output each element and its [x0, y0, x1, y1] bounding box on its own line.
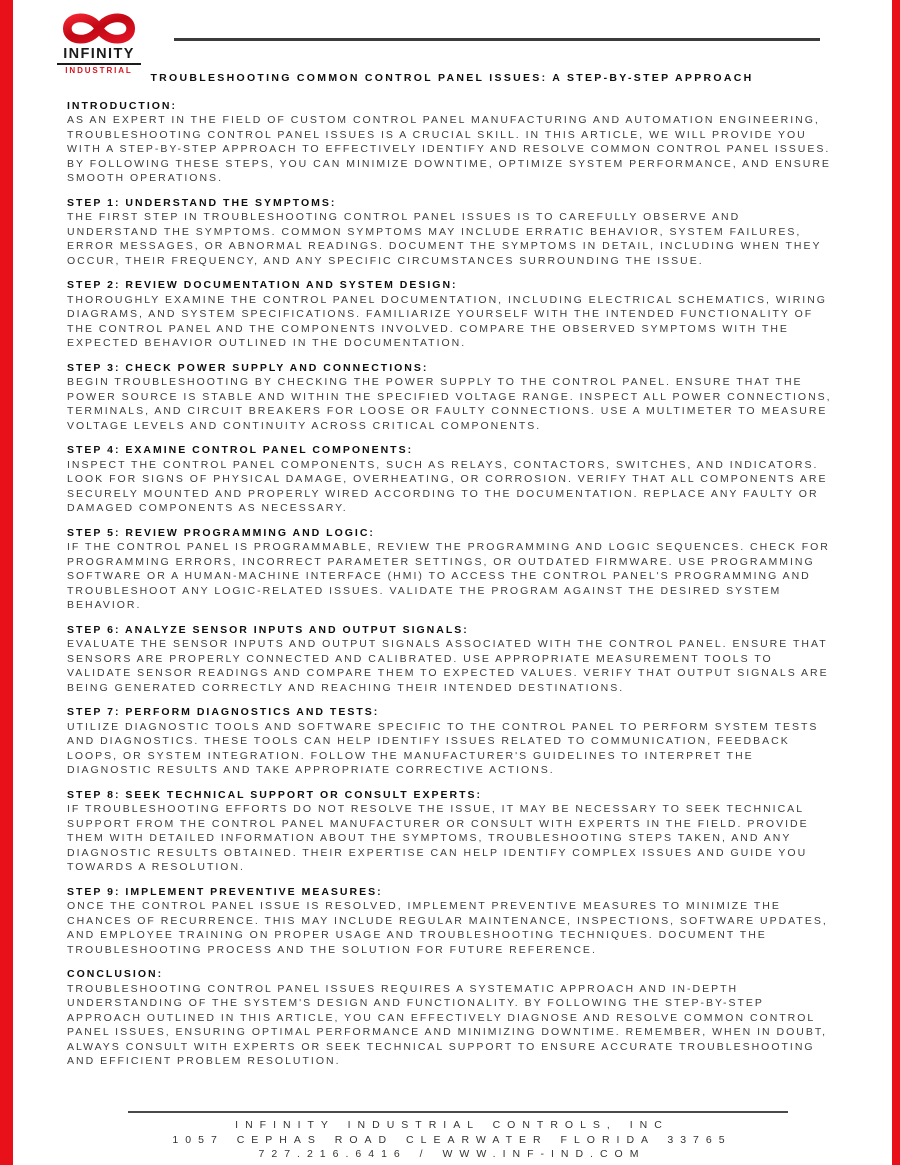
footer-text-block: [52, 1118, 852, 1162]
article-section: [67, 196, 837, 269]
article-section: [67, 278, 837, 351]
footer-phone-website: 727.216.6416 / WWW.INF-IND.COM: [258, 1148, 646, 1160]
footer-address: 1057 CEPHAS ROAD CLEARWATER FLORIDA 33765: [172, 1133, 732, 1146]
section-body: ONCE THE CONTROL PANEL ISSUE IS RESOLVED, IMPLEMENT PREVENTIVE MEASURES TO MINIMIZE THE CHANCES OF RECURRENCE. THIS MAY INCLUDE REGULAR MAINTENANCE, INSPECTIONS, SOFTWARE UPDATES, AND EMPLOYEE TRAINING ON PROPER USAGE AND TROUBLESHOOTING TECHNIQUES. DOCUMENT THE TROUBLESHOOTING PROCESS AND THE SOLUTION FOR FUTURE REFERENCE.: [67, 900, 828, 956]
article-section: [67, 788, 837, 875]
section-body: UTILIZE DIAGNOSTIC TOOLS AND SOFTWARE SPECIFIC TO THE CONTROL PANEL TO PERFORM SYSTEM TESTS AND DIAGNOSTICS. THESE TOOLS CAN HELP IDENTIFY ISSUES RELATED TO COMMUNICATION, FEEDBACK LOOPS, OR SYSTEM INTEGRATION. FOLLOW THE MANUFACTURER'S GUIDELINES TO INTERPRET THE DIAGNOSTIC RESULTS AND TAKE APPROPRIATE CORRECTIVE ACTIONS.: [67, 720, 819, 776]
section-body: TROUBLESHOOTING CONTROL PANEL ISSUES REQUIRES A SYSTEMATIC APPROACH AND IN-DEPTH UNDERSTANDING OF THE SYSTEM'S DESIGN AND FUNCTIONALITY. BY FOLLOWING THE STEP-BY-STEP APPROACH OUTLINED IN THIS ARTICLE, YOU CAN EFFECTIVELY DIAGNOSE AND RESOLVE COMMON CONTROL PANEL ISSUES, ENSURING OPTIMAL PERFORMANCE AND MINIMIZING DOWNTIME. REMEMBER, WHEN IN DOUBT, ALWAYS CONSULT WITH EXPERTS OR SEEK TECHNICAL SUPPORT TO ENSURE ACCURATE TROUBLESHOOTING AND EFFICIENT PROBLEM RESOLUTION.: [67, 982, 827, 1067]
section-body: IF TROUBLESHOOTING EFFORTS DO NOT RESOLVE THE ISSUE, IT MAY BE NECESSARY TO SEEK TECHNICAL SUPPORT FROM THE CONTROL PANEL MANUFACTURER OR CONSULT WITH EXPERTS IN THE FIELD. PROVIDE THEM WITH DETAILED INFORMATION ABOUT THE SYMPTOMS, TROUBLESHOOTING STEPS TAKEN, AND ANY DIAGNOSTIC RESULTS OBTAINED. THEIR EXPERTISE CAN HELP IDENTIFY COMPLEX ISSUES AND GUIDE YOU TOWARDS A RESOLUTION.: [67, 803, 809, 873]
article-section: [67, 623, 837, 696]
footer-company-name: INFINITY INDUSTRIAL CONTROLS, INC: [235, 1119, 669, 1131]
header-divider-line: [174, 38, 820, 41]
section-heading: STEP 2: REVIEW DOCUMENTATION AND SYSTEM DESIGN:: [67, 279, 458, 291]
article-section: [67, 885, 837, 958]
article-section: [67, 443, 837, 516]
logo-subtitle: INDUSTRIAL: [65, 65, 133, 75]
left-red-accent-bar: [0, 0, 13, 1165]
article-title: TROUBLESHOOTING COMMON CONTROL PANEL ISSUES: A STEP-BY-STEP APPROACH: [150, 72, 754, 84]
section-heading: CONCLUSION:: [67, 968, 164, 980]
company-logo: [55, 10, 143, 75]
section-heading: STEP 6: ANALYZE SENSOR INPUTS AND OUTPUT SIGNALS:: [67, 623, 469, 636]
section-body: EVALUATE THE SENSOR INPUTS AND OUTPUT SIGNALS ASSOCIATED WITH THE CONTROL PANEL. ENSURE THAT SENSORS ARE PROPERLY CONNECTED AND CALIBRATED. USE APPROPRIATE MEASUREMENT TOOLS TO VALIDATE SENSOR READINGS AND COMPARE THEM TO EXPECTED VALUES. VERIFY THAT OUTPUT SIGNALS ARE BEING GENERATED CORRECTLY AND REACHING THEIR INTENDED DESTINATIONS.: [67, 638, 829, 694]
article-sections: [67, 99, 837, 1069]
section-body: IF THE CONTROL PANEL IS PROGRAMMABLE, REVIEW THE PROGRAMMING AND LOGIC SEQUENCES. CHECK FOR PROGRAMMING ERRORS, INCORRECT PARAMETER SETTINGS, OR OUTDATED FIRMWARE. USE PROGRAMMING SOFTWARE OR A HUMAN-MACHINE INTERFACE (HMI) TO ACCESS THE CONTROL PANEL'S PROGRAMMING AND TROUBLESHOOT ANY LOGIC-RELATED ISSUES. VALIDATE THE PROGRAM AGAINST THE DESIRED SYSTEM BEHAVIOR.: [67, 541, 830, 611]
logo-divider-line: [57, 63, 141, 65]
section-body: BEGIN TROUBLESHOOTING BY CHECKING THE POWER SUPPLY TO THE CONTROL PANEL. ENSURE THAT THE POWER SOURCE IS STABLE AND WITHIN THE SPECIFIED VOLTAGE RANGE. INSPECT ALL POWER CONNECTIONS, TERMINALS, AND CIRCUIT BREAKERS FOR LOOSE OR FAULTY CONNECTIONS. USE A MULTIMETER TO MEASURE VOLTAGE LEVELS AND CONTINUITY ACROSS CRITICAL COMPONENTS.: [67, 376, 832, 432]
section-heading: INTRODUCTION:: [67, 99, 177, 112]
infinity-icon: [59, 10, 139, 47]
section-heading: STEP 4: EXAMINE CONTROL PANEL COMPONENTS:: [67, 444, 414, 456]
right-red-accent-bar: [892, 0, 900, 1165]
section-heading: STEP 1: UNDERSTAND THE SYMPTOMS:: [67, 196, 337, 209]
section-body: THOROUGHLY EXAMINE THE CONTROL PANEL DOCUMENTATION, INCLUDING ELECTRICAL SCHEMATICS, WIRING DIAGRAMS, AND SYSTEM SPECIFICATIONS. FAMILIARIZE YOURSELF WITH THE INTENDED FUNCTIONALITY OF THE CONTROL PANEL AND THE COMPONENTS INVOLVED. COMPARE THE OBSERVED SYMPTOMS WITH THE EXPECTED BEHAVIOR OUTLINED IN THE DOCUMENTATION.: [67, 293, 827, 349]
article-section: [67, 361, 837, 434]
logo-name: INFINITY: [63, 46, 135, 62]
section-heading: STEP 9: IMPLEMENT PREVENTIVE MEASURES:: [67, 885, 383, 898]
section-body: AS AN EXPERT IN THE FIELD OF CUSTOM CONTROL PANEL MANUFACTURING AND AUTOMATION ENGINEERING, TROUBLESHOOTING CONTROL PANEL ISSUES IS A CRUCIAL SKILL. IN THIS ARTICLE, WE WILL PROVIDE YOU WITH A STEP-BY-STEP APPROACH TO EFFECTIVELY IDENTIFY AND RESOLVE COMMON CONTROL PANEL ISSUES. BY FOLLOWING THESE STEPS, YOU CAN MINIMIZE DOWNTIME, OPTIMIZE SYSTEM PERFORMANCE, AND ENSURE SMOOTH OPERATIONS.: [67, 114, 831, 184]
article: [67, 71, 837, 1079]
section-heading: STEP 8: SEEK TECHNICAL SUPPORT OR CONSULT EXPERTS:: [67, 788, 483, 801]
footer-divider-line: [128, 1111, 788, 1113]
section-heading: STEP 3: CHECK POWER SUPPLY AND CONNECTIONS:: [67, 361, 429, 374]
section-heading: STEP 5: REVIEW PROGRAMMING AND LOGIC:: [67, 526, 375, 539]
section-body: INSPECT THE CONTROL PANEL COMPONENTS, SUCH AS RELAYS, CONTACTORS, SWITCHES, AND INDICATORS. LOOK FOR SIGNS OF PHYSICAL DAMAGE, OVERHEATING, OR CORROSION. VERIFY THAT ALL COMPONENTS ARE SECURELY MOUNTED AND PROPERLY WIRED ACCORDING TO THE DOCUMENTATION. REPLACE ANY FAULTY OR DAMAGED COMPONENTS AS NECESSARY.: [67, 458, 828, 514]
article-section: [67, 99, 837, 186]
section-body: THE FIRST STEP IN TROUBLESHOOTING CONTROL PANEL ISSUES IS TO CAREFULLY OBSERVE AND UNDERSTAND THE SYMPTOMS. COMMON SYMPTOMS MAY INCLUDE ERRATIC BEHAVIOR, SYSTEM FAILURES, ERROR MESSAGES, OR ABNORMAL READINGS. DOCUMENT THE SYMPTOMS IN DETAIL, INCLUDING WHEN THEY OCCUR, THEIR FREQUENCY, AND ANY SPECIFIC CIRCUMSTANCES SURROUNDING THE ISSUE.: [67, 211, 822, 267]
article-section: [67, 705, 837, 778]
section-heading: STEP 7: PERFORM DIAGNOSTICS AND TESTS:: [67, 706, 380, 718]
article-section: [67, 967, 837, 1069]
article-section: [67, 526, 837, 613]
